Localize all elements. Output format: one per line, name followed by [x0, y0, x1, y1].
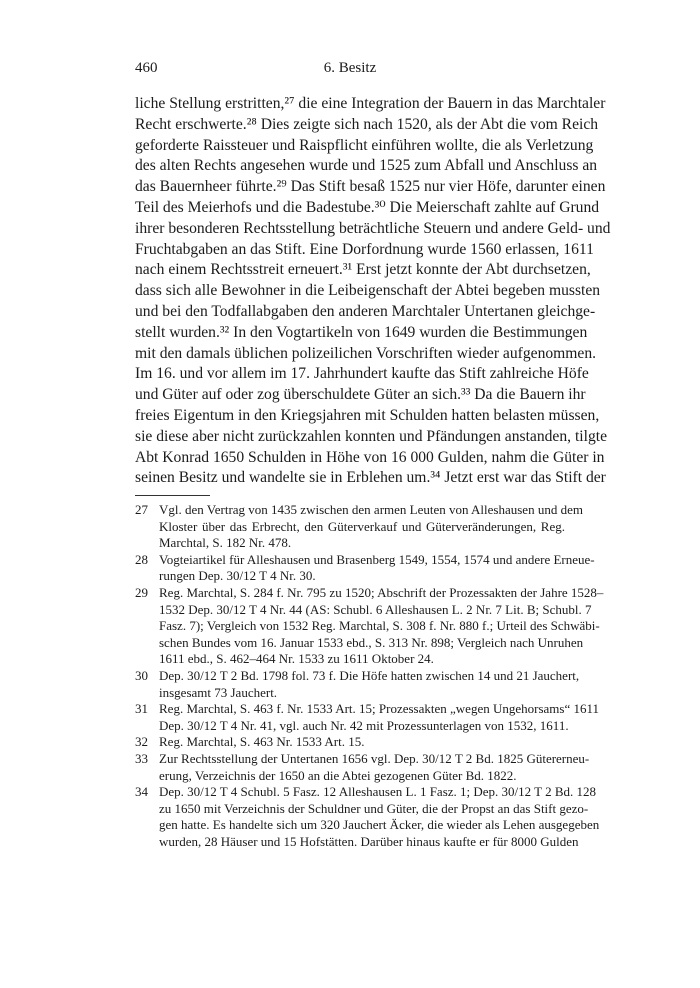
page-number: 460 — [135, 60, 158, 76]
footnote-line: Dep. 30/12 T 4 Schubl. 5 Fasz. 12 Alleshausen L. 1 Fasz. 1; Dep. 30/12 T 2 Bd. 128 — [159, 784, 597, 800]
body-text-line: freies Eigentum in den Kriegsjahren mit Schulden hatten belasten müssen, — [135, 406, 600, 424]
footnote-line: Vgl. den Vertrag von 1435 zwischen den armen Leuten von Alleshausen und dem — [159, 502, 583, 517]
footnote-line: insgesamt 73 Jauchert. — [159, 684, 278, 700]
footnote-number: 29 — [135, 584, 148, 600]
footnote-line: 1611 ebd., S. 462–464 Nr. 1533 zu 1611 Oktober 24. — [159, 651, 434, 667]
footnote-number: 27 — [135, 502, 148, 517]
page-header — [0, 60, 700, 80]
footnote-number: 33 — [135, 750, 148, 766]
footnote — [135, 701, 599, 734]
footnote-line: rungen Dep. 30/12 T 4 Nr. 30. — [159, 568, 316, 584]
footnote-line: Reg. Marchtal, S. 463 f. Nr. 1533 Art. 15; Prozessakten „wegen Ungehorsams“ 1611 — [159, 701, 599, 717]
footnote-line: Fasz. 7); Vergleich von 1532 Reg. Marchtal, S. 308 f. Nr. 880 f.; Urteil des Schwäbi- — [159, 618, 600, 634]
body-text-line: liche Stellung erstritten,²⁷ die eine Integration der Bauern in das Marchtaler — [135, 95, 606, 112]
body-text-line: Im 16. und vor allem im 17. Jahrhundert kaufte das Stift zahlreiche Höfe — [135, 365, 589, 383]
body-text-line: Abt Konrad 1650 Schulden in Höhe von 16 000 Gulden, nahm die Güter in — [135, 448, 605, 466]
footnote-number: 32 — [135, 734, 148, 750]
body-text-line: Fruchtabgaben an das Stift. Eine Dorfordnung wurde 1560 erlassen, 1611 — [135, 240, 594, 258]
footnote-line: Marchtal, S. 182 Nr. 478. — [159, 535, 292, 551]
footnote-line: Vogteiartikel für Alleshausen und Brasenberg 1549, 1554, 1574 und andere Erneue- — [159, 551, 595, 567]
footnote — [135, 584, 604, 668]
footnote-number: 28 — [135, 551, 148, 567]
body-text-line: und Güter auf oder zog überschuldete Güter an sich.³³ Da die Bauern ihr — [135, 386, 586, 404]
footnote-line: 1532 Dep. 30/12 T 4 Nr. 44 (AS: Schubl. 6 Alleshausen L. 2 Nr. 7 Lit. B; Schubl. 7 — [159, 601, 592, 617]
body-text-line: nach einem Rechtsstreit erneuert.³¹ Erst jetzt konnte der Abt durchsetzen, — [135, 261, 591, 279]
footnote-divider — [135, 495, 210, 496]
footnote — [135, 667, 580, 701]
footnote — [135, 784, 600, 850]
footnote-line: Reg. Marchtal, S. 284 f. Nr. 795 zu 1520; Abschrift der Prozessakten der Jahre 1528– — [159, 584, 604, 600]
footnote-line: Reg. Marchtal, S. 463 Nr. 1533 Art. 15. — [159, 734, 365, 750]
footnote — [135, 502, 583, 552]
body-text-line: sie diese aber nicht zurückzahlen konnten und Pfändungen anstanden, tilgte — [135, 427, 607, 445]
body-text-line: dass sich alle Bewohner in die Leibeigenschaft der Abtei begeben mussten — [135, 282, 601, 300]
body-text-line: mit den damals üblichen polizeilichen Vorschriften wieder aufgenommen. — [135, 344, 597, 362]
main-text-body — [135, 94, 611, 489]
body-text-line: und bei den Todfallabgaben den anderen Marchtaler Untertanen gleichge- — [135, 302, 596, 320]
body-text-line: Recht erschwerte.²⁸ Dies zeigte sich nach 1520, als der Abt die vom Reich — [135, 115, 599, 133]
running-title: 6. Besitz — [323, 60, 377, 76]
footnote-line: wurden, 28 Häuser und 15 Hofstätten. Darüber hinaus kaufte er für 8000 Gulden — [159, 833, 579, 849]
footnote-line: gen hatte. Es handelte sich um 320 Jauchert Äcker, die wieder als Lehen ausgegeben — [159, 817, 600, 833]
footnote — [135, 551, 595, 585]
footnote-line: Kloster über das Erbrecht, den Güterverkauf und Güterveränderungen, Reg. — [159, 518, 565, 534]
footnote-line: schen Bundes vom 16. Januar 1533 ebd., S. 313 Nr. 898; Vergleich nach Unruhen — [159, 634, 584, 650]
footnote-number: 31 — [135, 701, 148, 717]
body-text-line: Teil des Meierhofs und die Badestube.³⁰ Die Meierschaft zahlte auf Grund — [135, 198, 600, 216]
footnote-line: Zur Rechtsstellung der Untertanen 1656 vgl. Dep. 30/12 T 2 Bd. 1825 Gütererneu- — [159, 750, 590, 766]
footnote-line: Dep. 30/12 T 4 Nr. 41, vgl. auch Nr. 42 mit Prozessunterlagen von 1532, 1611. — [159, 717, 569, 733]
body-text-line: ihrer besonderen Rechtsstellung beträchtliche Steuern und andere Geld- und — [135, 219, 611, 237]
footnote-line: zu 1650 mit Verzeichnis der Schuldner und Güter, die der Propst an das Stift gezo- — [159, 800, 589, 816]
footnote-number: 30 — [135, 667, 148, 683]
body-text-line: des alten Rechts angesehen wurde und 1525 zum Abfall und Anschluss an — [135, 157, 598, 175]
body-text-line: stellt wurden.³² In den Vogtartikeln von 1649 wurden die Bestimmungen — [135, 323, 588, 341]
footnotes-section — [135, 502, 604, 850]
footnote — [135, 734, 565, 751]
body-text-line: das Bauernheer führte.²⁹ Das Stift besaß 1525 nur vier Höfe, darunter einen — [135, 178, 606, 196]
footnote-line: erung, Verzeichnis der 1650 an die Abtei gezogenen Güter Bd. 1822. — [159, 767, 517, 783]
body-text-line: geforderte Raissteuer und Raispflicht einführen wollte, die als Verletzung — [135, 136, 594, 154]
body-text-line: seinen Besitz und wandelte sie in Erblehen um.³⁴ Jetzt erst war das Stift der — [135, 469, 606, 487]
footnote — [135, 750, 590, 784]
footnote-line: Dep. 30/12 T 2 Bd. 1798 fol. 73 f. Die Höfe hatten zwischen 14 und 21 Jauchert, — [159, 667, 580, 683]
footnote-number: 34 — [135, 784, 148, 800]
